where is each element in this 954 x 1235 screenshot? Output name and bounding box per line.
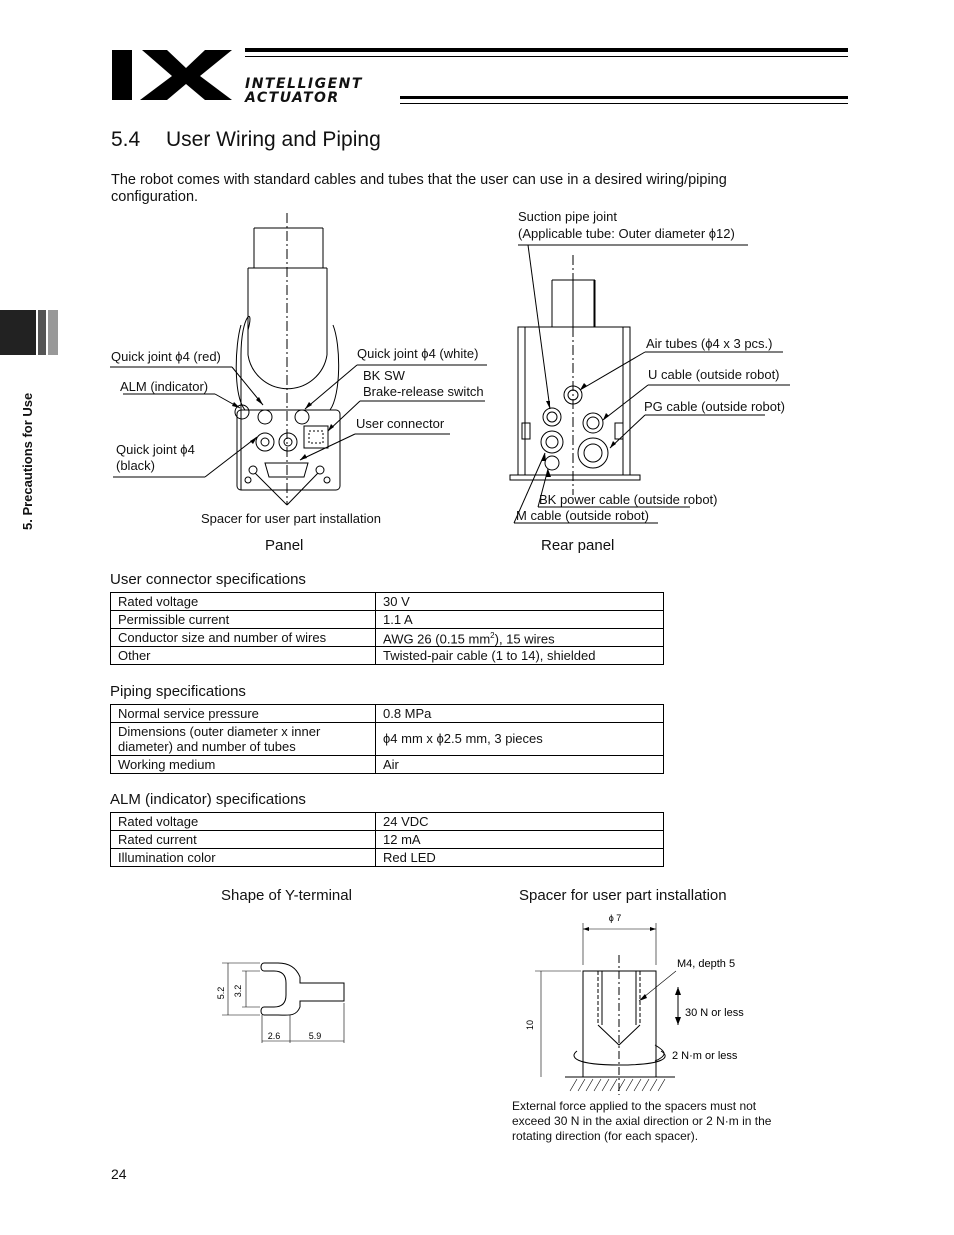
table-row: Normal service pressure 0.8 MPa bbox=[111, 705, 664, 723]
label-m-cable: M cable (outside robot) bbox=[516, 508, 649, 523]
alm-specs-title: ALM (indicator) specifications bbox=[110, 791, 306, 808]
table-row: Rated current 12 mA bbox=[111, 831, 664, 849]
dim-2-6: 2.6 bbox=[267, 1031, 281, 1041]
user-connector-specs-title: User connector specifications bbox=[110, 571, 306, 588]
page-number: 24 bbox=[111, 1166, 127, 1182]
label-spacer: Spacer for user part installation bbox=[201, 511, 381, 526]
dim-diameter-7: ϕ 7 bbox=[608, 913, 622, 923]
label-user-connector: User connector bbox=[356, 416, 445, 431]
dim-torque: 2 N·m or less bbox=[672, 1050, 738, 1062]
section-heading bbox=[111, 128, 381, 152]
caption-rear-panel: Rear panel bbox=[541, 537, 615, 554]
chapter-tab-marker bbox=[0, 310, 58, 355]
label-quick-joint-red: Quick joint ϕ4 (red) bbox=[111, 349, 221, 364]
table-row: Conductor size and number of wires AWG 26 (0.15 $mm^2$), 15 wires bbox=[111, 629, 664, 647]
label-suction-pipe: Suction pipe joint (Applicable tube: Outer diameter ϕ12) bbox=[518, 209, 735, 241]
label-bk-power-cable: BK power cable (outside robot) bbox=[539, 492, 718, 507]
dim-5-9: 5.9 bbox=[308, 1031, 322, 1041]
section-title: User Wiring and Piping bbox=[166, 128, 381, 151]
y-terminal-drawing bbox=[212, 955, 352, 1045]
brand-wordmark bbox=[245, 77, 363, 105]
spacer-title: Spacer for user part installation bbox=[519, 887, 727, 904]
header-rule-top bbox=[245, 48, 848, 52]
spacer-note: External force applied to the spacers must not exceed 30 N in the axial direction or 2 N·m in the rotating direction (for each spacer). bbox=[512, 1099, 772, 1143]
dim-axial-force: 30 N or less bbox=[685, 1007, 744, 1019]
header-rule-bottom bbox=[400, 103, 848, 104]
label-u-cable: U cable (outside robot) bbox=[648, 367, 780, 382]
label-quick-joint-black: Quick joint ϕ4 (black) bbox=[116, 442, 195, 473]
spacer-drawing bbox=[515, 905, 785, 1095]
ix-logo-icon bbox=[112, 48, 237, 102]
label-quick-joint-white: Quick joint ϕ4 (white) bbox=[357, 346, 479, 361]
label-alm-indicator: ALM (indicator) bbox=[120, 379, 209, 394]
intro-paragraph: The robot comes with standard cables and tubes that the user can use in a desired wiring/piping configuration. bbox=[111, 172, 727, 204]
section-number: 5.4 bbox=[111, 128, 141, 151]
table-row: Dimensions (outer diameter x inner diameter) and number of tubes ϕ4 mm x ϕ2.5 mm, 3 pieces bbox=[111, 723, 664, 756]
table-row: Rated voltage 24 VDC bbox=[111, 813, 664, 831]
rear-panel-diagram bbox=[500, 205, 810, 525]
label-pg-cable: PG cable (outside robot) bbox=[644, 399, 785, 414]
caption-panel: Panel bbox=[265, 537, 304, 554]
header-rule-low bbox=[400, 96, 848, 99]
brand-line-1: INTELLIGENT bbox=[245, 76, 363, 92]
table-row: Other Twisted-pair cable (1 to 14), shielded bbox=[111, 647, 664, 665]
alm-specs-table bbox=[110, 812, 664, 867]
header-rule-mid bbox=[245, 56, 848, 57]
user-connector-specs-table bbox=[110, 592, 664, 665]
piping-specs-title: Piping specifications bbox=[110, 683, 246, 700]
label-air-tubes: Air tubes (ϕ4 x 3 pcs.) bbox=[646, 336, 773, 351]
table-row: Illumination color Red LED bbox=[111, 849, 664, 867]
dim-m4-depth: M4, depth 5 bbox=[677, 958, 736, 970]
chapter-side-label: 5. Precautions for Use bbox=[20, 392, 35, 530]
table-row: Working medium Air bbox=[111, 756, 664, 774]
dim-5-2: 5.2 bbox=[216, 986, 226, 1000]
dim-height-10: 10 bbox=[525, 1019, 535, 1031]
label-bk-sw: BK SW Brake-release switch bbox=[363, 368, 484, 399]
brand-line-2: ACTUATOR bbox=[245, 90, 340, 106]
dim-3-2: 3.2 bbox=[233, 984, 243, 998]
table-row: Permissible current 1.1 A bbox=[111, 611, 664, 629]
piping-specs-table bbox=[110, 704, 664, 774]
table-row: Rated voltage 30 V bbox=[111, 593, 664, 611]
y-terminal-title: Shape of Y-terminal bbox=[221, 887, 352, 904]
